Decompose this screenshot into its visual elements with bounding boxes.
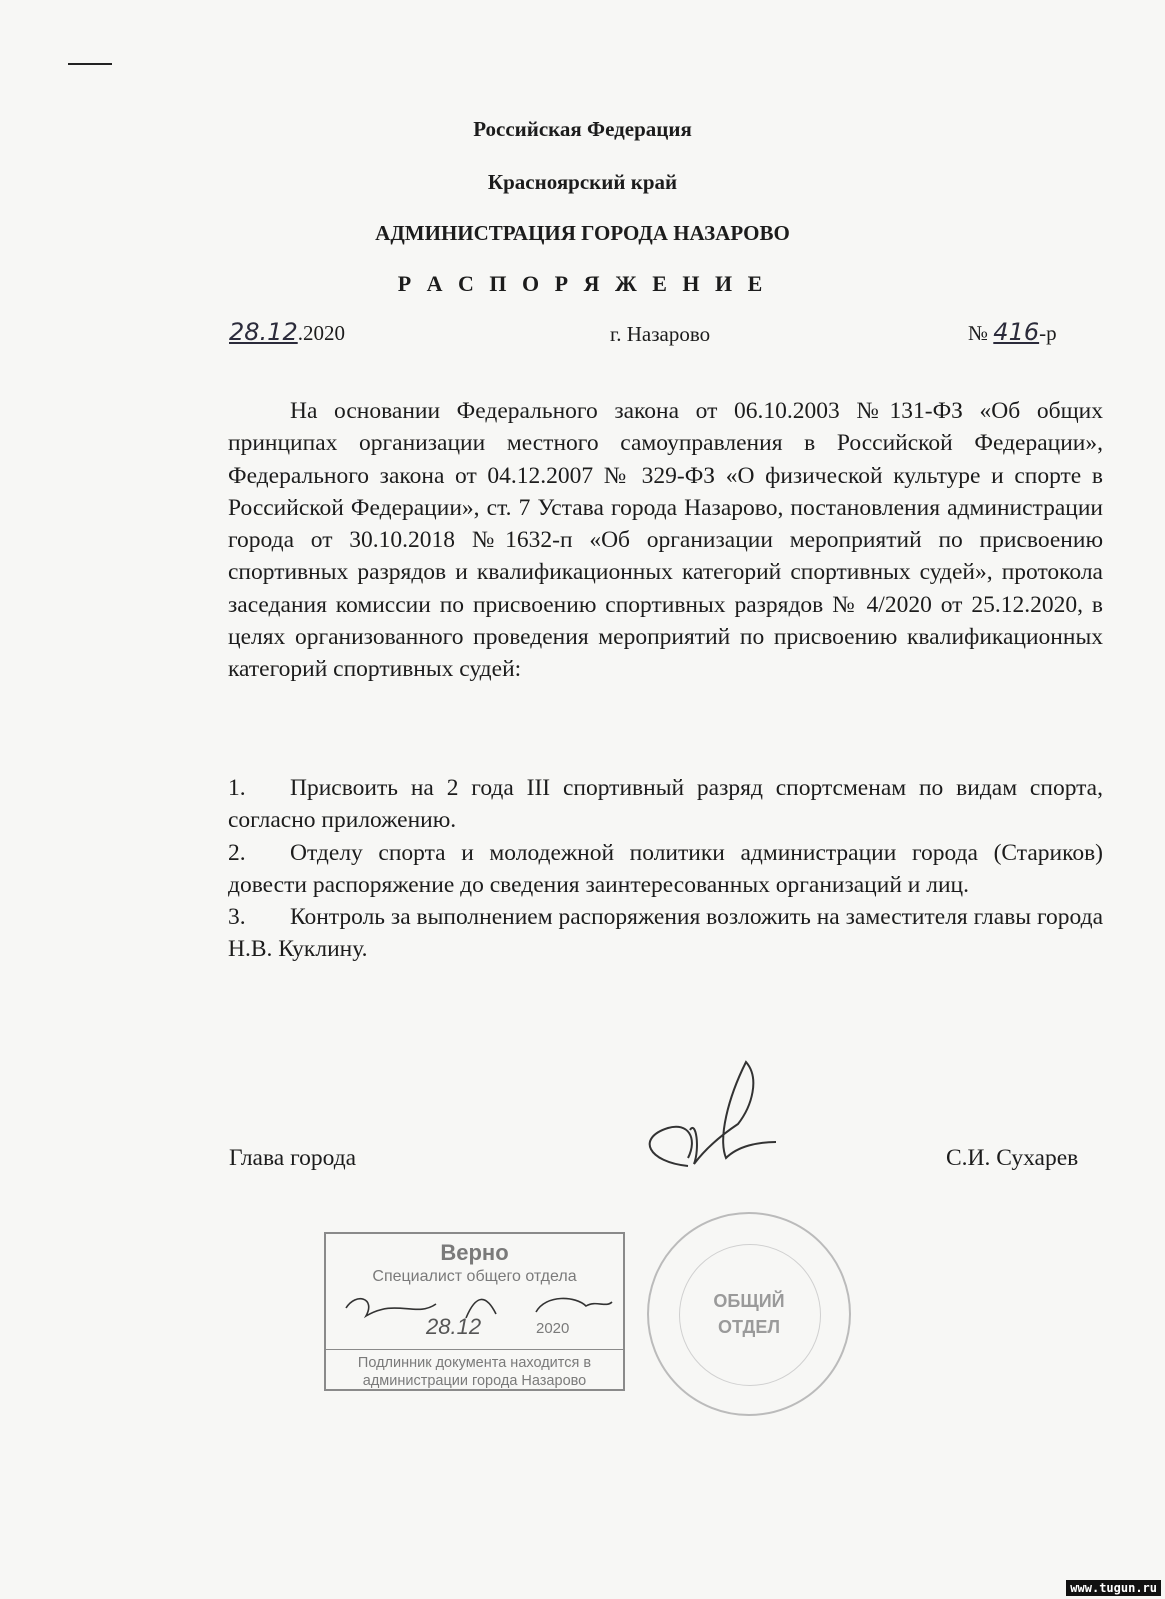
seal-line: ОТДЕЛ	[717, 1317, 780, 1337]
handwritten-signature	[628, 1058, 778, 1178]
stamp-year: 2020	[536, 1320, 570, 1337]
document-type-title: Р А С П О Р Я Ж Е Н И Е	[397, 271, 768, 296]
order-item-number: 3.	[228, 904, 246, 931]
header-administration: АДМИНИСТРАЦИЯ ГОРОДА НАЗАРОВО	[375, 221, 790, 245]
order-item	[228, 772, 1103, 837]
stamp-specialist: Специалист общего отдела	[372, 1268, 577, 1285]
document-number	[968, 318, 1057, 346]
header-country: Российская Федерация	[473, 117, 692, 141]
preamble-paragraph: На основании Федерального закона от 06.10.2003 №131-ФЗ «Об общих принципах организации местного самоуправления в Российской Федерации», Федерального закона от 04.12.2007 № 329-ФЗ «О физической культуре и спорте в Российской Федерации», ст. 7 Устава города Назарово, постановления администрации города от 30.10.2018 №1632-п «Об организации мероприятий по присвоению спортивных разрядов и квалификационных категорий спортивных судей», протокола заседания комиссии по присвоению спортивных разрядов № 4/2020 от 25.12.2020, в целях организованного проведения мероприятий по присвоению квалификационных категорий спортивных судей:	[228, 398, 1103, 683]
stamp-date: 28.12	[426, 1314, 482, 1339]
order-item	[228, 837, 1103, 902]
order-item-text: Контроль за выполнением распоряжения возложить на заместителя главы города Н.В. Куклину.	[228, 904, 1103, 963]
date-year: .2020	[297, 321, 345, 345]
round-seal	[647, 1212, 851, 1416]
signature-position: Глава города	[229, 1145, 357, 1171]
document-city: г. Назарово	[610, 322, 711, 346]
date-handwritten: 28.12	[229, 318, 298, 346]
seal-line: ОБЩИЙ	[713, 1291, 785, 1311]
signature-name: С.И. Сухарев	[946, 1145, 1079, 1171]
stamp-verno: Верно	[440, 1240, 509, 1265]
order-item-number: 1.	[228, 775, 246, 801]
site-watermark: www.tugun.ru	[1066, 1580, 1161, 1596]
stamp-divider	[326, 1349, 623, 1350]
seal-text	[649, 1288, 849, 1340]
number-suffix: -р	[1039, 321, 1057, 345]
stamp-note-line: администрации города Назарово	[362, 1373, 587, 1389]
order-items	[228, 772, 1103, 966]
stamp-note-line: Подлинник документа находится в	[357, 1355, 592, 1371]
order-item-number: 2.	[228, 839, 246, 866]
header-region: Красноярский край	[487, 170, 678, 194]
order-item	[228, 901, 1103, 966]
document-date	[229, 318, 345, 346]
certification-stamp	[324, 1232, 625, 1391]
order-item-text: Присвоить на 2 года III спортивный разряд спортсменам по видам спорта, согласно приложению.	[228, 775, 1103, 834]
order-item-text: Отделу спорта и молодежной политики администрации города (Стариков) довести распоряжение до сведения заинтересованных организаций и лиц.	[228, 839, 1103, 898]
stamp-note	[326, 1354, 623, 1390]
scan-edge-mark	[68, 63, 112, 65]
number-handwritten: 416	[993, 318, 1040, 346]
number-prefix: №	[968, 321, 989, 345]
